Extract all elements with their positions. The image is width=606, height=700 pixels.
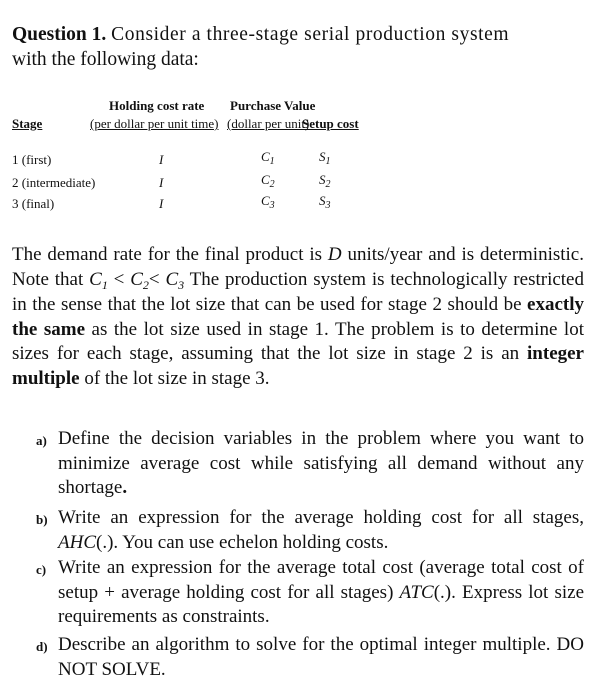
header-holding-cost-rate: Holding cost rate (109, 98, 205, 113)
question-prompt (12, 22, 584, 72)
item-d-label: d) (36, 639, 48, 654)
header-setup-cost: Setup cost (302, 116, 359, 131)
item-c-label: c) (36, 562, 47, 577)
row-stage-3: 3 (final) (12, 196, 55, 211)
question-number: Question 1. (12, 24, 107, 45)
header-stage: Stage (12, 116, 43, 131)
item-b-label: b) (36, 512, 48, 527)
header-holding-sub: (per dollar per unit time) (90, 116, 219, 131)
question-intro-line2: with the following data: (12, 49, 199, 70)
row-stage-2: 2 (intermediate) (12, 175, 96, 190)
item-a: a) Define the decision variables in the problem where you want to minimize average cost while satisfying all demand without any shortage. (36, 428, 584, 498)
row3-value: $C_3$ (261, 193, 275, 211)
problem-paragraph: The demand rate for the final product is D units/year and is deterministic. Note that $C_1 < C_2< C_3$ The production system is technologically restricted in the sense that the lot size that can be used for stage 2 should be exactly the same as the lot size used in stage 1. The problem is to determine lot sizes for each stage, assuming that the lot size in stage 2 is an integer multiple of the lot size in stage 3. (12, 244, 584, 389)
header-purchase-sub: (dollar per unit) (227, 116, 310, 131)
item-d: d) Describe an algorithm to solve for the optimal integer multiple. DO NOT SOLVE. (36, 634, 584, 680)
item-b: b) Write an expression for the average holding cost for all stages, AHC(.). You can use echelon holding costs. (36, 507, 584, 553)
item-c: c) Write an expression for the average total cost (average total cost of setup + average holding cost for all stages) ATC(.). Express lot size requirements as constraints. (36, 557, 585, 627)
row3-setup: $S_3$ (319, 193, 331, 211)
row1-setup: $S_1$ (319, 149, 331, 167)
row2-setup: $S_2$ (319, 172, 331, 190)
row2-value: $C_2$ (261, 172, 275, 190)
row2-rate: I (159, 175, 164, 190)
header-purchase-value: Purchase Value (230, 98, 316, 113)
row-stage-1: 1 (first) (12, 152, 52, 167)
row1-rate: I (159, 152, 164, 167)
row3-rate: I (159, 196, 164, 211)
question-intro-line1: Consider a three-stage serial production system (111, 24, 510, 45)
row1-value: $C_1$ (261, 149, 275, 167)
item-a-label: a) (36, 433, 47, 448)
